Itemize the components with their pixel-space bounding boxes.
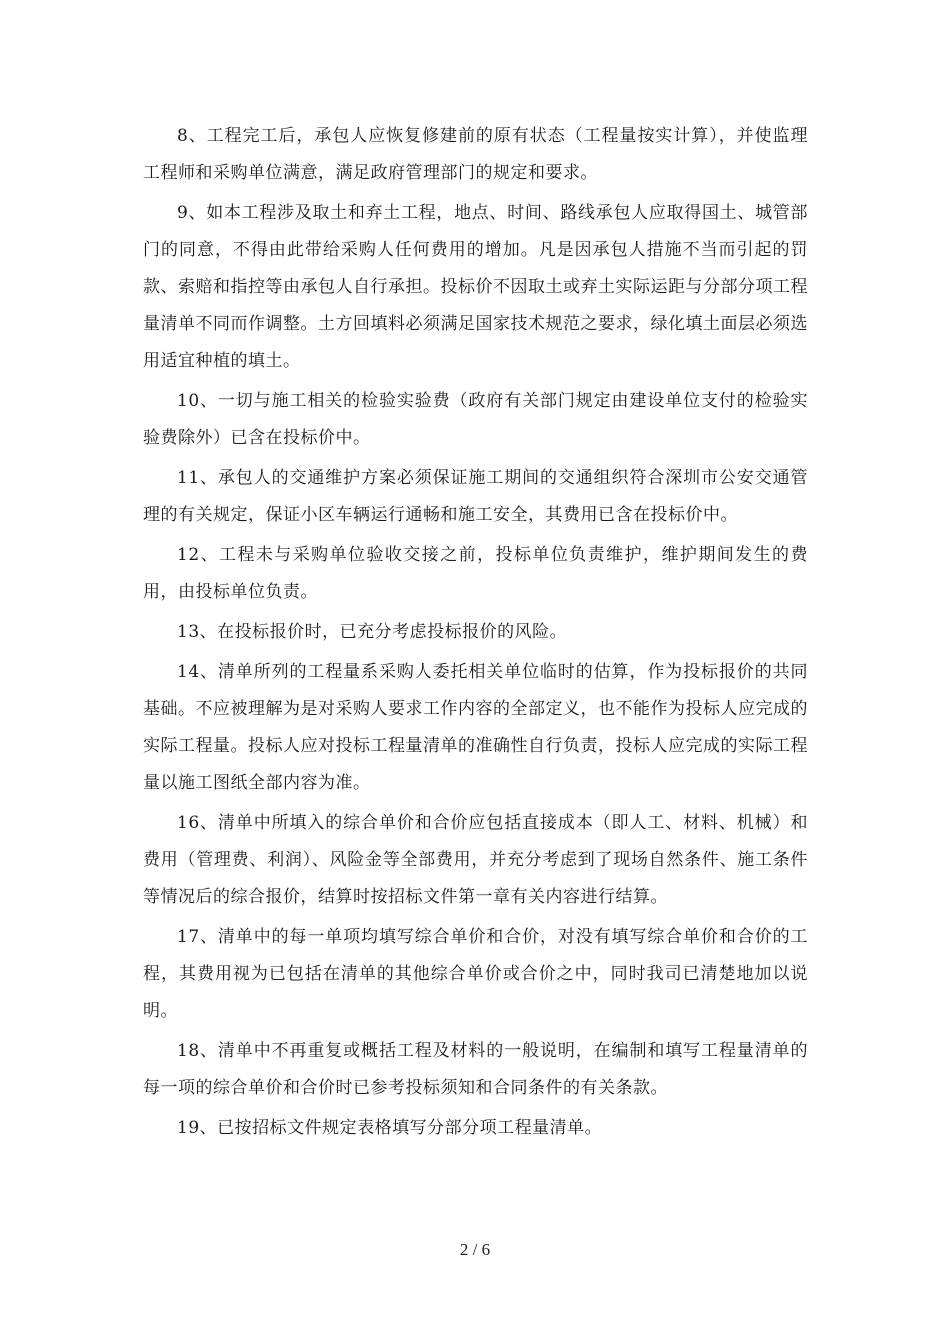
clause-8: 8、工程完工后，承包人应恢复修建前的原有状态（工程量按实计算），并使监理工程师和采购单位满意，满足政府管理部门的规定和要求。: [143, 126, 808, 183]
clause-12: 12、工程未与采购单位验收交接之前，投标单位负责维护，维护期间发生的费用，由投标单位负责。: [143, 545, 808, 602]
page-number: 2 / 6: [459, 1240, 491, 1259]
clause-9: 9、如本工程涉及取土和弃土工程，地点、时间、路线承包人应取得国土、城管部门的同意，不得由此带给采购人任何费用的增加。凡是因承包人措施不当而引起的罚款、索赔和指控等由承包人自行承担。投标价不因取土或弃土实际运距与分部分项工程量清单不同而作调整。土方回填料必须满足国家技术规范之要求，绿化填土面层必须选用适宜种植的填土。: [143, 203, 808, 371]
document-body: [143, 118, 808, 1150]
clause-10: 10、一切与施工相关的检验实验费（政府有关部门规定由建设单位支付的检验实验费除外）已含在投标价中。: [143, 391, 808, 448]
clause-17: 17、清单中的每一单项均填写综合单价和合价，对没有填写综合单价和合价的工程，其费用视为已包括在清单的其他综合单价或合价之中，同时我司已清楚地加以说明。: [143, 927, 808, 1021]
clause-18: 18、清单中不再重复或概括工程及材料的一般说明，在编制和填写工程量清单的每一项的综合单价和合价时已参考投标须知和合同条件的有关条款。: [143, 1041, 808, 1098]
clause-16: 16、清单中所填入的综合单价和合价应包括直接成本（即人工、材料、机械）和费用（管理费、利润）、风险金等全部费用，并充分考虑到了现场自然条件、施工条件等情况后的综合报价，结算时按招标文件第一章有关内容进行结算。: [143, 813, 808, 907]
clause-13: 13、在投标报价时，已充分考虑投标报价的风险。: [177, 622, 568, 642]
clause-19: 19、已按招标文件规定表格填写分部分项工程量清单。: [177, 1118, 603, 1138]
clause-11: 11、承包人的交通维护方案必须保证施工期间的交通组织符合深圳市公安交通管理的有关规定，保证小区车辆运行通畅和施工安全，其费用已含在投标价中。: [143, 468, 808, 525]
clause-14: 14、清单所列的工程量系采购人委托相关单位临时的估算，作为投标报价的共同基础。不应被理解为是对采购人要求工作内容的全部定义，也不能作为投标人应完成的实际工程量。投标人应对投标工程量清单的准确性自行负责，投标人应完成的实际工程量以施工图纸全部内容为准。: [143, 662, 808, 793]
